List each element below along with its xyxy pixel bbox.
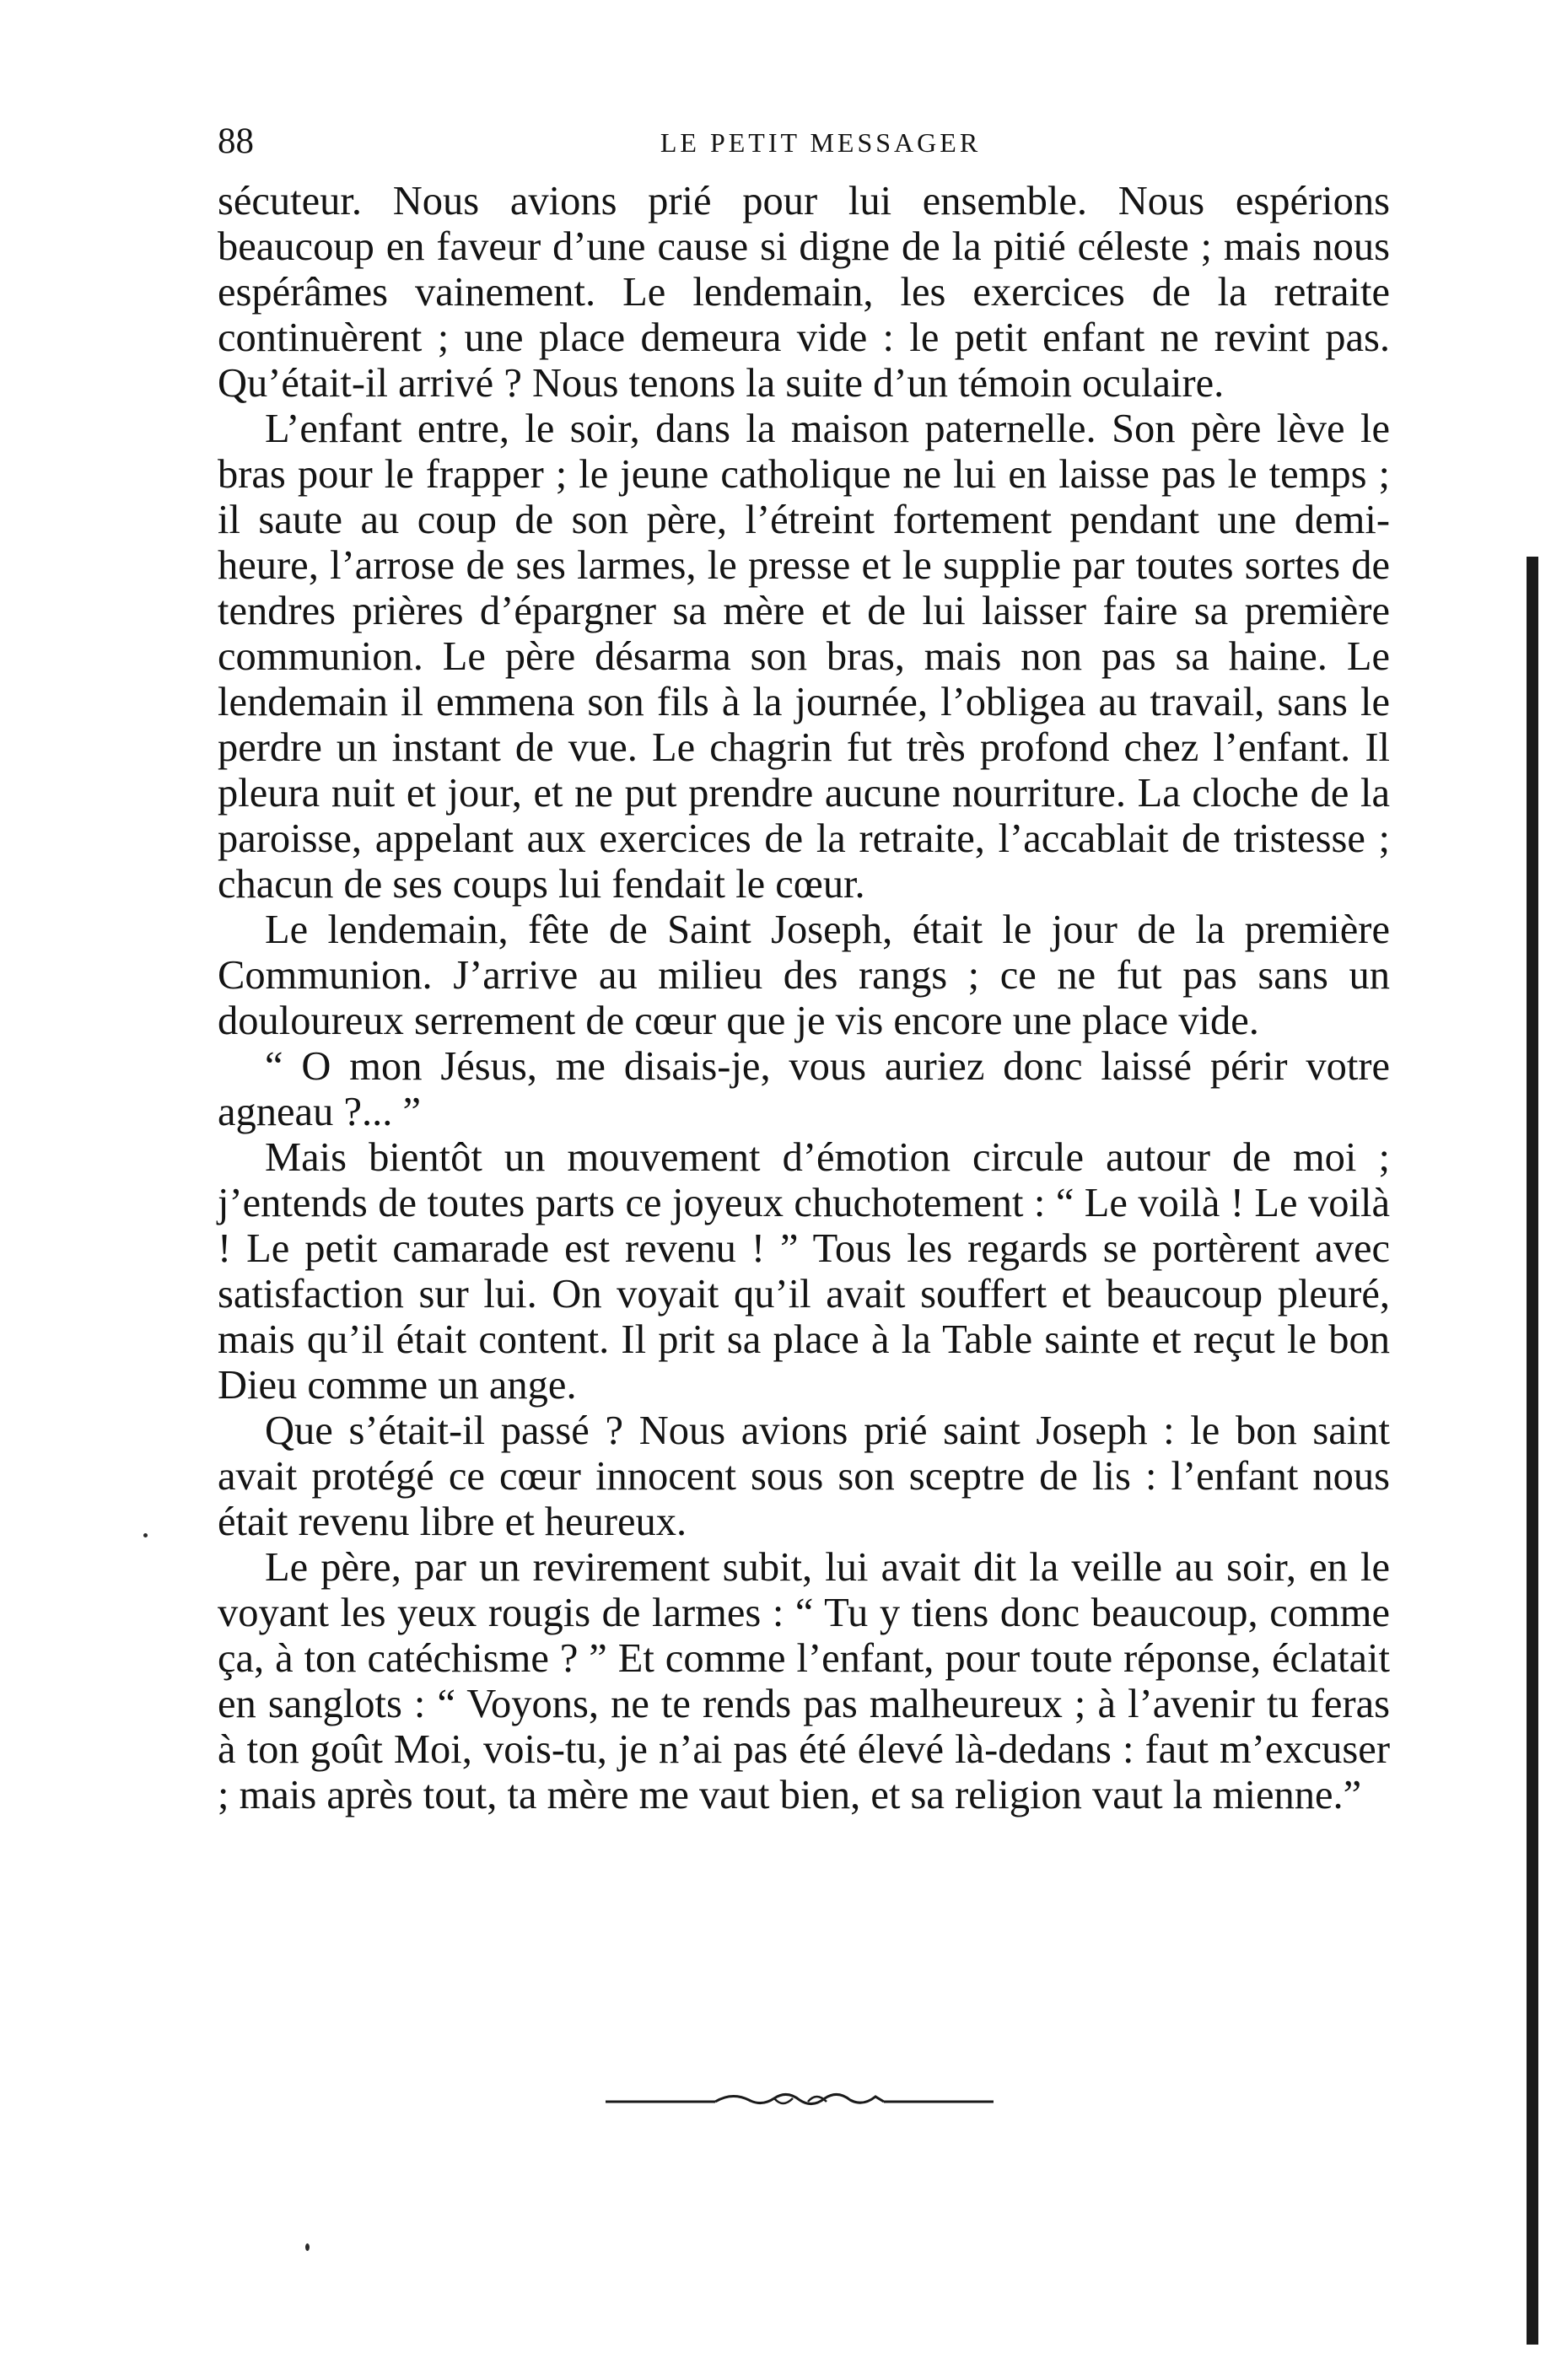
running-title: LE PETIT MESSAGER [660, 127, 982, 158]
page-speck [143, 1533, 148, 1537]
paragraph: Le père, par un revirement subit, lui avait dit la veille au soir, en le voyant les yeux rougis de larmes : “ Tu y tiens donc beaucoup, comme ça, à ton catéchisme ? ” Et comme l’enfant, pour toute réponse, éclatait en sanglots : “ Voyons, ne te rends pas malheureux ; à l’avenir tu feras à ton goût Moi, vois-tu, je n’ai pas été élevé là-dedans : faut m’excuser ; mais après tout, ta mère me vaut bien, et sa religion vaut la mienne.” [218, 1545, 1390, 1817]
page-header [218, 116, 1390, 167]
page-number: 88 [218, 121, 254, 161]
paragraph: L’enfant entre, le soir, dans la maison paternelle. Son père lève le bras pour le frapper ; le jeune catholique ne lui en laisse pas le temps ; il saute au coup de son père, l’étreint fortement pendant une demi-heure, l’arrose de ses larmes, le presse et le supplie par toutes sortes de tendres prières d’épargner sa mère et de lui laisser faire sa première communion. Le père désarma son bras, mais non pas sa haine. Le lendemain il emmena son fils à la journée, l’obligea au travail, sans le perdre un instant de vue. Le chagrin fut très profond chez l’enfant. Il pleura nuit et jour, et ne put prendre aucune nourriture. La cloche de la paroisse, appelant aux exercices de la retraite, l’accablait de tristesse ; chacun de ses coups lui fendait le cœur. [218, 407, 1390, 907]
page-speck [305, 2243, 310, 2251]
paragraph: Mais bientôt un mouvement d’émotion circule autour de moi ; j’entends de toutes parts ce joyeux chuchotement : “ Le voilà ! Le voilà ! Le petit camarade est revenu ! ” Tous les regards se portèrent avec satisfaction sur lui. On voyait qu’il avait souffert et beaucoup pleuré, mais qu’il était content. Il prit sa place à la Table sainte et reçut le bon Dieu comme un ange. [218, 1135, 1390, 1408]
paragraph: sécuteur. Nous avions prié pour lui ensemble. Nous espérions beaucoup en faveur d’une cause si digne de la pitié céleste ; mais nous espérâmes vainement. Le lendemain, les exercices de la retraite continuèrent ; une place demeura vide : le petit enfant ne revint pas. Qu’était-il arrivé ? Nous tenons la suite d’un témoin oculaire. [218, 179, 1390, 406]
page-edge-shadow [1527, 557, 1538, 2345]
paragraph: Le lendemain, fête de Saint Joseph, était le jour de la première Communion. J’arrive au milieu des rangs ; ce ne fut pas sans un douloureux serrement de cœur que je vis encore une place vide. [218, 907, 1390, 1043]
body-text [218, 179, 1390, 1818]
tailpiece-ornament-icon [606, 2083, 994, 2117]
paragraph: Que s’était-il passé ? Nous avions prié saint Joseph : le bon saint avait protégé ce cœur innocent sous son sceptre de lis : l’enfant nous était revenu libre et heureux. [218, 1408, 1390, 1544]
paragraph: “ O mon Jésus, me disais-je, vous auriez donc laissé périr votre agneau ?... ” [218, 1044, 1390, 1134]
